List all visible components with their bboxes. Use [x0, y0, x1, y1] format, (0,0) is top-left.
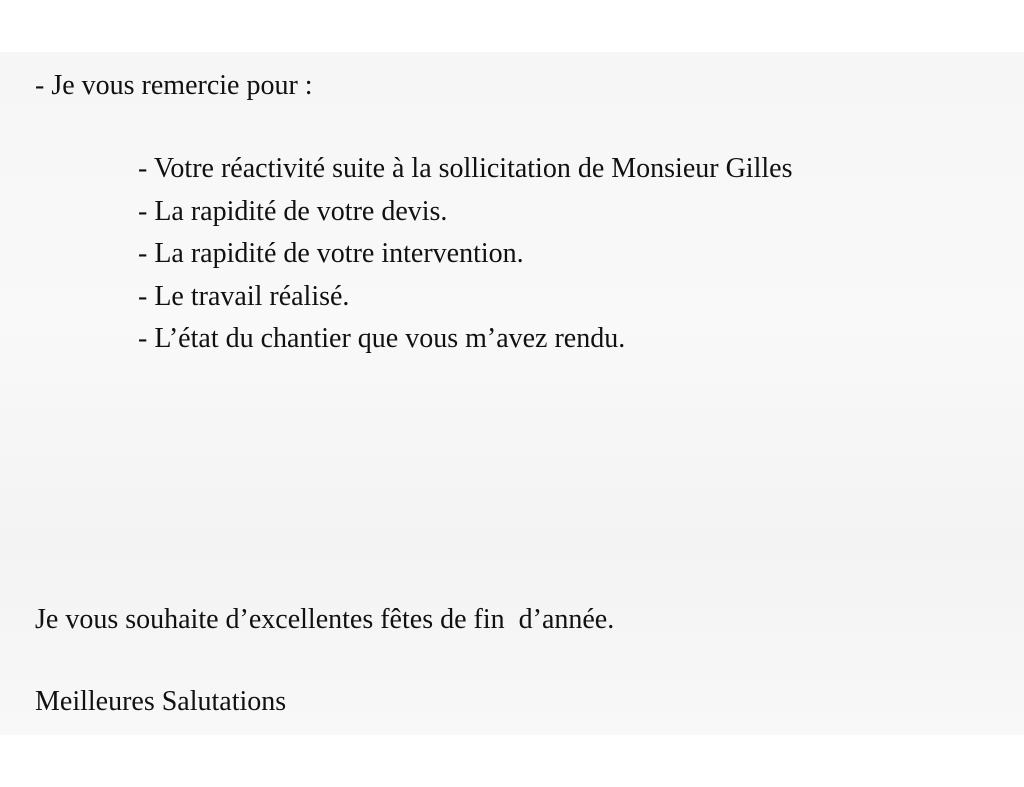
thanks-item: - L’état du chantier que vous m’avez rendu.: [138, 323, 626, 354]
closing-salutation: Meilleures Salutations: [35, 686, 287, 717]
thanks-item: - La rapidité de votre intervention.: [138, 238, 524, 269]
thanks-item: - Votre réactivité suite à la sollicitation de Monsieur Gilles: [138, 153, 793, 184]
holiday-wishes: Je vous souhaite d’excellentes fêtes de fin d’année.: [35, 604, 615, 635]
thanks-item: - La rapidité de votre devis.: [138, 195, 448, 227]
intro-line: - Je vous remercie pour :: [35, 70, 313, 101]
thanks-item: - Le travail réalisé.: [138, 280, 350, 312]
thanks-list: [138, 148, 792, 361]
